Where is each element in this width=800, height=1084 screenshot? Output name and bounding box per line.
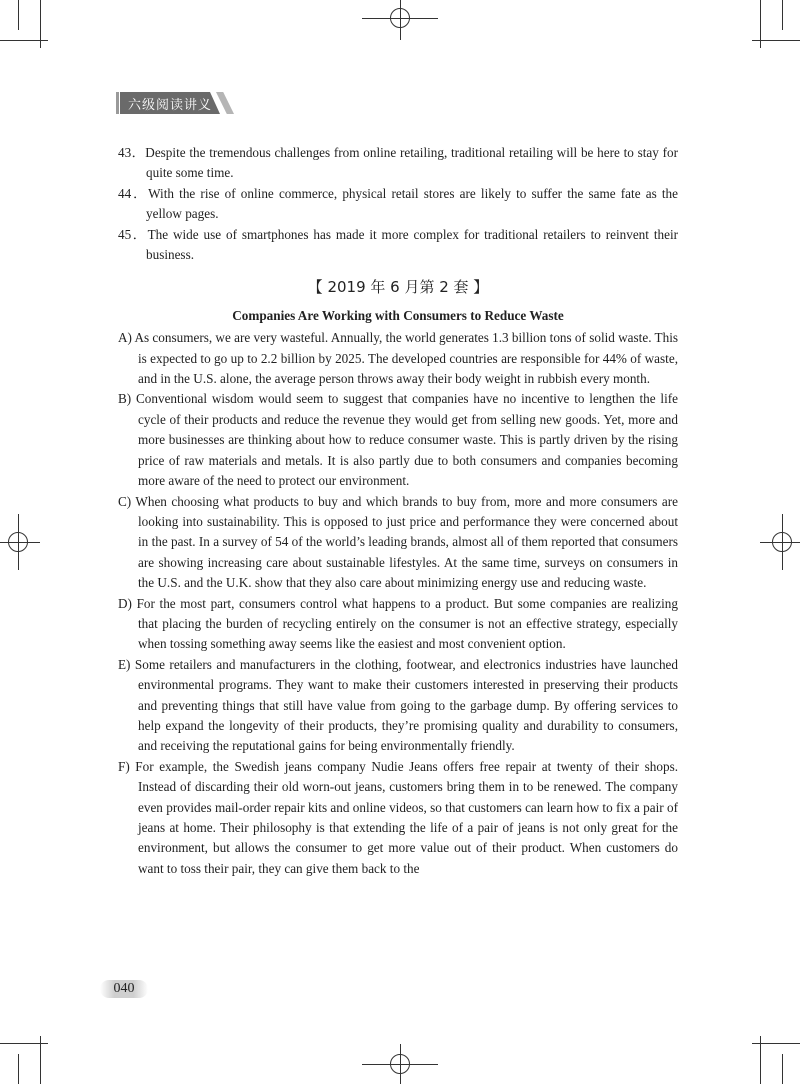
question-text: With the rise of online commerce, physical retail stores are likely to suffer the same fate as the yellow pages. (146, 185, 678, 222)
question-item (118, 143, 678, 184)
article-paragraph: D) For the most part, consumers control what happens to a product. But some companies are realizing that placing the burden of recycling entirely on the consumer is not an effective strategy, especially when tossing something away seems like the easiest and most convenient option. (118, 595, 678, 652)
crop-mark (782, 1054, 783, 1084)
crop-mark (0, 1043, 48, 1044)
header-bar-accent (216, 92, 234, 114)
crop-mark (18, 0, 19, 30)
section-title: 【 2019 年 6 月第 2 套 】 (307, 278, 489, 297)
question-text: The wide use of smartphones has made it more complex for traditional retailers to reinvent their business. (146, 226, 678, 263)
running-header (120, 92, 230, 114)
registration-mark (0, 542, 40, 543)
question-number: 43． (118, 145, 146, 160)
registration-mark (760, 542, 800, 543)
article-paragraph: E) Some retailers and manufacturers in the clothing, footwear, and electronics industries have launched environmental programs. They want to make their customers interested in preserving their products and preventing things that still have value from going to the garbage dump. By offering services to help expand the longevity of their products, they’re promising quality and durability to consumers, and receiving the reputational gains for being environmentally friendly. (118, 656, 678, 754)
crop-mark (18, 1054, 19, 1084)
question-number: 44． (118, 185, 149, 201)
registration-mark (400, 1044, 401, 1084)
crop-mark (0, 40, 48, 41)
crop-mark (752, 1043, 800, 1044)
page-number: 040 (100, 980, 148, 998)
header-stripe (116, 92, 119, 114)
registration-mark (782, 514, 783, 570)
article-paragraph: B) Conventional wisdom would seem to suggest that companies have no incentive to lengthen the life cycle of their products and reduce the revenue they would get from selling new goods. Yet, more and more businesses are thinking about how to reduce consumer waste. This is partly driven by the rising price of raw materials and metals. It is also partly due to both consumers and companies becoming more aware of the need to protect our environment. (118, 391, 678, 489)
question-item (118, 184, 678, 225)
question-number: 45． (118, 226, 148, 242)
article-paragraph: A) As consumers, we are very wasteful. Annually, the world generates 1.3 billion tons of solid waste. This is expected to go up to 2.2 billion by 2025. The developed countries are responsible for 44% of waste, and in the U.S. alone, the average person throws away their body weight in rubbish every month. (118, 330, 678, 387)
registration-mark (400, 0, 401, 40)
question-item (118, 225, 678, 266)
crop-mark (782, 0, 783, 30)
page-content (118, 143, 678, 879)
article-title: Companies Are Working with Consumers to Reduce Waste (232, 307, 564, 323)
registration-mark (18, 514, 19, 570)
article-paragraph: F) For example, the Swedish jeans company Nudie Jeans offers free repair at twenty of their shops. Instead of discarding their old worn-out jeans, customers bring them in to be renewed. The company even provides mail-order repair kits and online videos, so that customers can learn how to fix a pair of jeans at home. Their philosophy is that extending the life of a pair of jeans is not only great for the environment, but allows the consumer to get more value out of their product. When customers do want to toss their pair, they can give them back to the (118, 758, 678, 876)
header-label: 六级阅读讲义 (128, 98, 213, 113)
crop-mark (752, 40, 800, 41)
article-paragraph: C) When choosing what products to buy and which brands to buy from, more and more consumers are looking into sustainability. This is opposed to just price and performance they were concerned about in the past. In a survey of 54 of the world’s leading brands, almost all of them reported that consumers are showing increasing care about sustainable lifestyles. At the same time, surveys on consumers in the U.S. and the U.K. show that they also care about minimizing energy use and reducing waste. (118, 493, 678, 591)
question-text: Despite the tremendous challenges from online retailing, traditional retailing will be here to stay for quite some time. (145, 145, 678, 181)
